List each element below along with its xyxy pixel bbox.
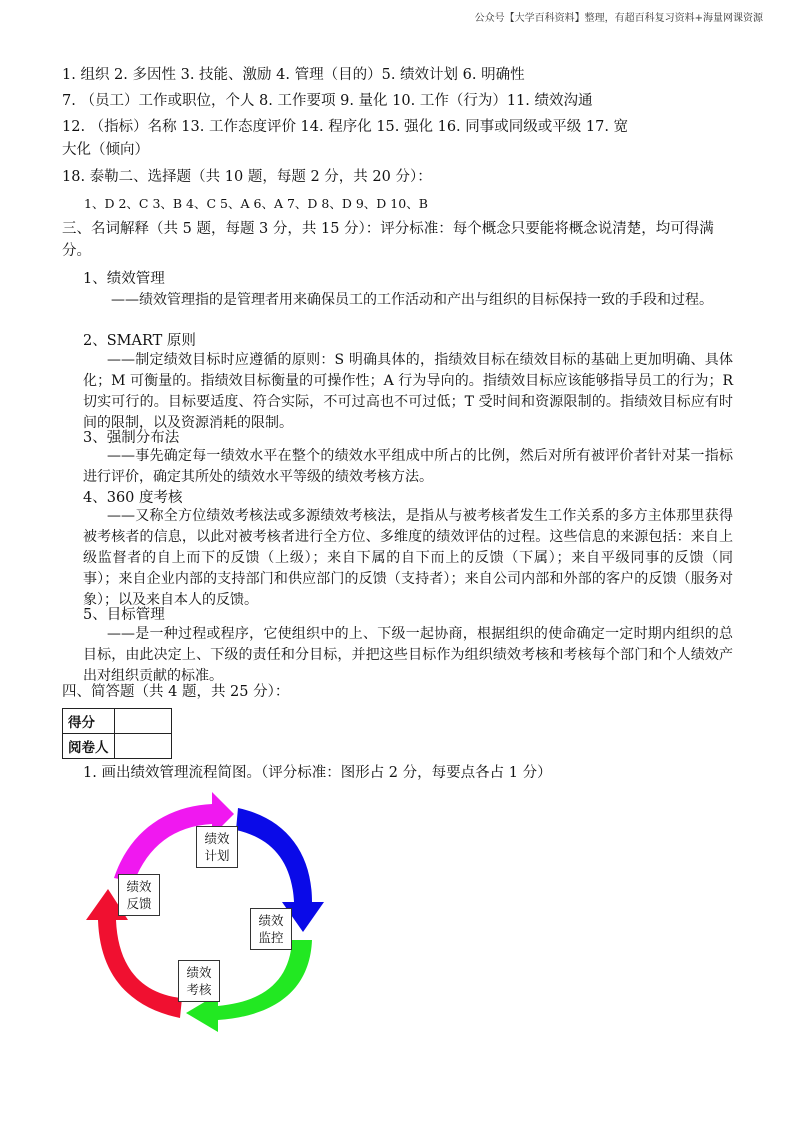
feedback-label: 绩效反馈 [126, 879, 152, 911]
answer-line: 1. 组织 2. 多因性 3. 技能、激励 4. 管理（目的）5. 绩效计划 6. 明确性 [62, 67, 525, 83]
term-title: 3、强制分布法 [83, 430, 180, 446]
score-table [62, 708, 172, 759]
performance-cycle-diagram [80, 790, 340, 1040]
score-label: 得分 [63, 709, 115, 734]
score-cell[interactable] [114, 709, 171, 734]
plan-label: 绩效计划 [204, 831, 230, 863]
term-body: ——是一种过程或程序，它使组织中的上、下级一起协商，根据组织的使命确定一定时期内组织的总目标，由此决定上、下级的责任和分目标，并把这些目标作为组织绩效考核和考核每个部门和个人绩效产出对组织贡献的标准。 [83, 626, 733, 684]
reviewer-cell[interactable] [114, 734, 171, 759]
monitor-box [250, 908, 292, 950]
appraise-box [178, 960, 220, 1002]
feedback-box [118, 874, 160, 916]
page-header: 公众号【大学百科资料】整理，有超百科复习资料+海量网课资源 [474, 13, 763, 24]
section4-title: 四、简答题（共 4 题，共 25 分）： [62, 684, 290, 700]
section3-title: 三、名词解释（共 5 题，每题 3 分，共 15 分）：评分标准：每个概念只要能将概念说清楚，均可得满分。 [62, 221, 714, 259]
term-title: 2、SMART 原则 [83, 333, 196, 349]
answer-line: 12. （指标）名称 13. 工作态度评价 14. 程序化 15. 强化 16. 同事或同级或平级 17. 宽 [62, 119, 629, 135]
term-body: ——绩效管理指的是管理者用来确保员工的工作活动和产出与组织的目标保持一致的手段和过程。 [111, 292, 713, 308]
term-title: 4、360 度考核 [83, 490, 183, 506]
answer-line: 18. 泰勒二、选择题（共 10 题，每题 2 分，共 20 分）： [62, 169, 432, 185]
plan-box [196, 826, 238, 868]
term-body: ——事先确定每一绩效水平在整个的绩效水平组成中所占的比例，然后对所有被评价者针对某一指标进行评价，确定其所处的绩效水平等级的绩效考核方法。 [83, 448, 733, 485]
term-title: 1、绩效管理 [83, 271, 165, 287]
term-title: 5、目标管理 [83, 607, 165, 623]
answer-line: 7. （员工）工作或职位，个人 8. 工作要项 9. 量化 10. 工作（行为）11. 绩效沟通 [62, 93, 593, 109]
choice-answers: 1、D 2、C 3、B 4、C 5、A 6、A 7、D 8、D 9、D 10、B [84, 196, 428, 211]
monitor-label: 绩效监控 [258, 913, 284, 945]
question-1: 1. 画出绩效管理流程简图。（评分标准：图形占 2 分，每要点各占 1 分） [83, 765, 552, 781]
answer-line: 大化（倾向） [62, 142, 149, 158]
term-body: ——又称全方位绩效考核法或多源绩效考核法，是指从与被考核者发生工作关系的多方主体那里获得被考核者的信息，以此对被考核者进行全方位、多维度的绩效评估的过程。这些信息的来源包括：来自上级监督者的自上而下的反馈（上级）；来自下属的自下而上的反馈（下属）；来自平级同事的反馈（同事）；来自企业内部的支持部门和供应部门的反馈（支持者）；来自公司内部和外部的客户的反馈（服务对象）；以及来自本人的反馈。 [83, 508, 733, 608]
term-body: ——制定绩效目标时应遵循的原则：S 明确具体的，指绩效目标在绩效目标的基础上更加明确、具体化；M 可衡量的。指绩效目标衡量的可操作性；A 行为导向的。指绩效目标应该能够指导员工的行为；R 切实可行的。目标要适度、符合实际，不可过高也不可过低；T 受时间和资源限制的。指绩效目标应有时间的限制，以及资源消耗的限制。 [83, 352, 733, 431]
appraise-label: 绩效考核 [186, 965, 212, 997]
reviewer-label: 阅卷人 [63, 734, 115, 759]
